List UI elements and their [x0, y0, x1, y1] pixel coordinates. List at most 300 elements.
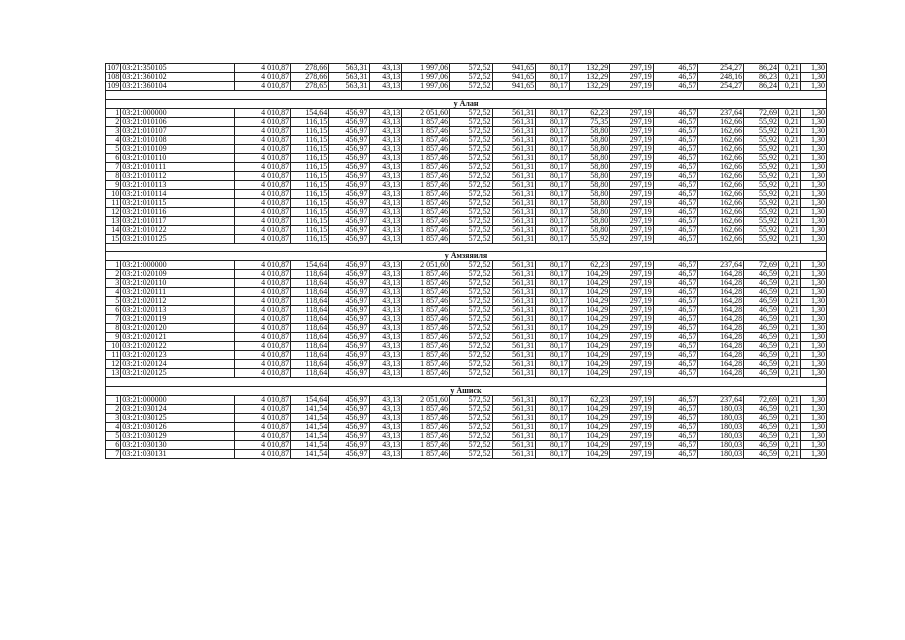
value-cell: 4 010,87	[234, 64, 291, 73]
value-cell: 46,57	[653, 180, 698, 189]
value-cell: 572,52	[450, 73, 492, 82]
value-cell: 561,31	[492, 189, 536, 198]
value-cell: 4 010,87	[234, 270, 291, 279]
value-cell: 46,59	[744, 431, 779, 440]
value-cell: 180,03	[698, 413, 744, 422]
value-cell: 55,92	[744, 198, 779, 207]
row-number: 1	[106, 395, 121, 404]
row-number: 2	[106, 270, 121, 279]
value-cell: 58,80	[569, 189, 609, 198]
value-cell: 4 010,87	[234, 207, 291, 216]
cadastral-code: 03:21:020125	[121, 369, 234, 378]
value-cell: 297,19	[610, 144, 654, 153]
value-cell: 1 857,46	[402, 333, 450, 342]
value-cell: 46,59	[744, 449, 779, 458]
cadastral-code: 03:21:000000	[121, 395, 234, 404]
value-cell: 104,29	[569, 413, 609, 422]
value-cell: 572,52	[450, 422, 492, 431]
value-cell: 561,31	[492, 261, 536, 270]
value-cell: 46,57	[653, 440, 698, 449]
value-cell: 80,17	[536, 108, 570, 117]
row-number: 4	[106, 288, 121, 297]
value-cell: 162,66	[698, 135, 744, 144]
value-cell: 4 010,87	[234, 431, 291, 440]
value-cell: 297,19	[610, 126, 654, 135]
value-cell: 0,21	[778, 73, 800, 82]
value-cell: 254,27	[698, 64, 744, 73]
value-cell: 456,97	[329, 207, 369, 216]
value-cell: 561,31	[492, 234, 536, 243]
value-cell: 1 857,46	[402, 404, 450, 413]
cadastral-code: 03:21:010116	[121, 207, 234, 216]
value-cell: 0,21	[778, 297, 800, 306]
value-cell: 297,19	[610, 207, 654, 216]
value-cell: 0,21	[778, 180, 800, 189]
value-cell: 46,57	[653, 369, 698, 378]
value-cell: 80,17	[536, 360, 570, 369]
value-cell: 278,66	[291, 73, 329, 82]
value-cell: 43,13	[369, 64, 402, 73]
value-cell: 0,21	[778, 342, 800, 351]
value-cell: 164,28	[698, 279, 744, 288]
value-cell: 297,19	[610, 449, 654, 458]
value-cell: 80,17	[536, 117, 570, 126]
value-cell: 4 010,87	[234, 234, 291, 243]
value-cell: 43,13	[369, 279, 402, 288]
value-cell: 55,92	[744, 189, 779, 198]
value-cell: 118,64	[291, 297, 329, 306]
value-cell: 456,97	[329, 413, 369, 422]
value-cell: 46,57	[653, 117, 698, 126]
value-cell: 1,30	[800, 162, 826, 171]
value-cell: 4 010,87	[234, 342, 291, 351]
value-cell: 104,29	[569, 315, 609, 324]
cadastral-code: 03:21:020120	[121, 324, 234, 333]
row-number: 6	[106, 306, 121, 315]
value-cell: 116,15	[291, 234, 329, 243]
value-cell: 1 857,46	[402, 198, 450, 207]
value-cell: 46,59	[744, 288, 779, 297]
table-row	[106, 306, 827, 315]
row-number: 4	[106, 422, 121, 431]
value-cell: 55,92	[744, 153, 779, 162]
cadastral-code: 03:21:010122	[121, 225, 234, 234]
value-cell: 561,31	[492, 180, 536, 189]
value-cell: 572,52	[450, 225, 492, 234]
value-cell: 1,30	[800, 82, 826, 91]
value-cell: 456,97	[329, 153, 369, 162]
value-cell: 46,57	[653, 324, 698, 333]
value-cell: 0,21	[778, 135, 800, 144]
value-cell: 80,17	[536, 153, 570, 162]
value-cell: 4 010,87	[234, 189, 291, 198]
value-cell: 0,21	[778, 198, 800, 207]
value-cell: 43,13	[369, 324, 402, 333]
row-number: 15	[106, 234, 121, 243]
value-cell: 55,92	[744, 135, 779, 144]
table-row	[106, 82, 827, 91]
value-cell: 0,21	[778, 153, 800, 162]
value-cell: 0,21	[778, 351, 800, 360]
value-cell: 46,57	[653, 315, 698, 324]
value-cell: 46,59	[744, 422, 779, 431]
value-cell: 297,19	[610, 351, 654, 360]
value-cell: 1,30	[800, 360, 826, 369]
value-cell: 4 010,87	[234, 306, 291, 315]
table-row	[106, 342, 827, 351]
value-cell: 104,29	[569, 404, 609, 413]
value-cell: 46,57	[653, 64, 698, 73]
value-cell: 1,30	[800, 144, 826, 153]
value-cell: 561,31	[492, 135, 536, 144]
value-cell: 46,57	[653, 431, 698, 440]
row-number: 9	[106, 333, 121, 342]
value-cell: 456,97	[329, 449, 369, 458]
table-row	[106, 108, 827, 117]
value-cell: 1 857,46	[402, 225, 450, 234]
row-number: 11	[106, 198, 121, 207]
value-cell: 0,21	[778, 404, 800, 413]
value-cell: 80,17	[536, 404, 570, 413]
value-cell: 456,97	[329, 117, 369, 126]
value-cell: 572,52	[450, 180, 492, 189]
value-cell: 297,19	[610, 369, 654, 378]
value-cell: 4 010,87	[234, 162, 291, 171]
cadastral-code: 03:21:010106	[121, 117, 234, 126]
value-cell: 80,17	[536, 306, 570, 315]
value-cell: 1 857,46	[402, 431, 450, 440]
cadastral-code: 03:21:010107	[121, 126, 234, 135]
value-cell: 43,13	[369, 404, 402, 413]
cadastral-code: 03:21:030126	[121, 422, 234, 431]
value-cell: 104,29	[569, 422, 609, 431]
value-cell: 297,19	[610, 422, 654, 431]
table-row	[106, 64, 827, 73]
value-cell: 132,29	[569, 82, 609, 91]
value-cell: 43,13	[369, 73, 402, 82]
value-cell: 162,66	[698, 198, 744, 207]
value-cell: 572,52	[450, 369, 492, 378]
value-cell: 297,19	[610, 360, 654, 369]
value-cell: 46,57	[653, 162, 698, 171]
value-cell: 1,30	[800, 234, 826, 243]
cadastral-code: 03:21:020124	[121, 360, 234, 369]
value-cell: 132,29	[569, 73, 609, 82]
value-cell: 561,31	[492, 162, 536, 171]
value-cell: 43,13	[369, 422, 402, 431]
row-number: 13	[106, 369, 121, 378]
value-cell: 104,29	[569, 288, 609, 297]
value-cell: 1,30	[800, 270, 826, 279]
value-cell: 58,80	[569, 144, 609, 153]
value-cell: 297,19	[610, 153, 654, 162]
cadastral-code: 03:21:010111	[121, 162, 234, 171]
value-cell: 4 010,87	[234, 422, 291, 431]
value-cell: 1 857,46	[402, 153, 450, 162]
value-cell: 563,31	[329, 82, 369, 91]
value-cell: 141,54	[291, 404, 329, 413]
value-cell: 141,54	[291, 413, 329, 422]
value-cell: 116,15	[291, 135, 329, 144]
value-cell: 43,13	[369, 369, 402, 378]
value-cell: 1,30	[800, 351, 826, 360]
value-cell: 561,31	[492, 288, 536, 297]
value-cell: 297,19	[610, 261, 654, 270]
table-row	[106, 270, 827, 279]
value-cell: 572,52	[450, 297, 492, 306]
cadastral-code: 03:21:020109	[121, 270, 234, 279]
value-cell: 46,57	[653, 171, 698, 180]
value-cell: 561,31	[492, 449, 536, 458]
row-number: 7	[106, 315, 121, 324]
value-cell: 4 010,87	[234, 144, 291, 153]
value-cell: 46,57	[653, 395, 698, 404]
value-cell: 4 010,87	[234, 404, 291, 413]
value-cell: 1,30	[800, 413, 826, 422]
value-cell: 43,13	[369, 342, 402, 351]
value-cell: 43,13	[369, 333, 402, 342]
value-cell: 561,31	[492, 440, 536, 449]
value-cell: 572,52	[450, 234, 492, 243]
value-cell: 456,97	[329, 162, 369, 171]
value-cell: 118,64	[291, 279, 329, 288]
value-cell: 456,97	[329, 351, 369, 360]
value-cell: 46,57	[653, 360, 698, 369]
value-cell: 297,19	[610, 297, 654, 306]
value-cell: 1,30	[800, 117, 826, 126]
value-cell: 43,13	[369, 171, 402, 180]
value-cell: 46,59	[744, 342, 779, 351]
value-cell: 164,28	[698, 369, 744, 378]
value-cell: 104,29	[569, 342, 609, 351]
value-cell: 0,21	[778, 117, 800, 126]
value-cell: 4 010,87	[234, 180, 291, 189]
value-cell: 55,92	[744, 216, 779, 225]
value-cell: 46,57	[653, 288, 698, 297]
value-cell: 297,19	[610, 279, 654, 288]
value-cell: 237,64	[698, 261, 744, 270]
cadastral-code: 03:21:360102	[121, 73, 234, 82]
value-cell: 46,57	[653, 135, 698, 144]
value-cell: 43,13	[369, 108, 402, 117]
value-cell: 43,13	[369, 82, 402, 91]
value-cell: 58,80	[569, 162, 609, 171]
value-cell: 46,57	[653, 189, 698, 198]
value-cell: 1,30	[800, 180, 826, 189]
cadastral-code: 03:21:020113	[121, 306, 234, 315]
value-cell: 456,97	[329, 315, 369, 324]
value-cell: 80,17	[536, 73, 570, 82]
value-cell: 116,15	[291, 171, 329, 180]
value-cell: 572,52	[450, 333, 492, 342]
value-cell: 1,30	[800, 440, 826, 449]
row-number: 13	[106, 216, 121, 225]
value-cell: 0,21	[778, 162, 800, 171]
value-cell: 80,17	[536, 449, 570, 458]
table-row	[106, 198, 827, 207]
row-number: 8	[106, 171, 121, 180]
cadastral-code: 03:21:010117	[121, 216, 234, 225]
value-cell: 572,52	[450, 144, 492, 153]
value-cell: 43,13	[369, 288, 402, 297]
value-cell: 141,54	[291, 440, 329, 449]
value-cell: 116,15	[291, 117, 329, 126]
value-cell: 0,21	[778, 369, 800, 378]
value-cell: 1 857,46	[402, 279, 450, 288]
value-cell: 297,19	[610, 333, 654, 342]
value-cell: 80,17	[536, 216, 570, 225]
value-cell: 4 010,87	[234, 117, 291, 126]
value-cell: 572,52	[450, 449, 492, 458]
value-cell: 0,21	[778, 234, 800, 243]
value-cell: 572,52	[450, 270, 492, 279]
value-cell: 4 010,87	[234, 261, 291, 270]
cadastral-code: 03:21:030124	[121, 404, 234, 413]
value-cell: 572,52	[450, 360, 492, 369]
value-cell: 80,17	[536, 261, 570, 270]
value-cell: 80,17	[536, 180, 570, 189]
row-number: 5	[106, 431, 121, 440]
value-cell: 4 010,87	[234, 288, 291, 297]
value-cell: 164,28	[698, 333, 744, 342]
value-cell: 116,15	[291, 162, 329, 171]
value-cell: 0,21	[778, 315, 800, 324]
value-cell: 58,80	[569, 135, 609, 144]
value-cell: 46,59	[744, 315, 779, 324]
value-cell: 1,30	[800, 207, 826, 216]
value-cell: 4 010,87	[234, 369, 291, 378]
value-cell: 141,54	[291, 422, 329, 431]
value-cell: 1,30	[800, 216, 826, 225]
value-cell: 0,21	[778, 279, 800, 288]
value-cell: 55,92	[744, 180, 779, 189]
value-cell: 72,69	[744, 261, 779, 270]
value-cell: 4 010,87	[234, 315, 291, 324]
value-cell: 561,31	[492, 144, 536, 153]
section-title: у Амзяяиля	[106, 252, 827, 261]
row-number: 4	[106, 135, 121, 144]
table-row	[106, 73, 827, 82]
value-cell: 162,66	[698, 216, 744, 225]
value-cell: 563,31	[329, 73, 369, 82]
value-cell: 572,52	[450, 126, 492, 135]
value-cell: 237,64	[698, 108, 744, 117]
spacer-row	[106, 243, 827, 252]
value-cell: 572,52	[450, 189, 492, 198]
value-cell: 0,21	[778, 431, 800, 440]
value-cell: 80,17	[536, 297, 570, 306]
value-cell: 456,97	[329, 126, 369, 135]
value-cell: 1,30	[800, 449, 826, 458]
value-cell: 43,13	[369, 153, 402, 162]
value-cell: 1 857,46	[402, 342, 450, 351]
cadastral-code: 03:21:020119	[121, 315, 234, 324]
value-cell: 1 857,46	[402, 369, 450, 378]
cadastral-code: 03:21:000000	[121, 261, 234, 270]
value-cell: 0,21	[778, 82, 800, 91]
value-cell: 43,13	[369, 135, 402, 144]
value-cell: 1 997,06	[402, 64, 450, 73]
value-cell: 1 857,46	[402, 440, 450, 449]
value-cell: 43,13	[369, 225, 402, 234]
value-cell: 0,21	[778, 126, 800, 135]
value-cell: 297,19	[610, 431, 654, 440]
value-cell: 1 857,46	[402, 297, 450, 306]
value-cell: 572,52	[450, 342, 492, 351]
value-cell: 572,52	[450, 351, 492, 360]
value-cell: 55,92	[744, 162, 779, 171]
value-cell: 0,21	[778, 64, 800, 73]
value-cell: 572,52	[450, 431, 492, 440]
value-cell: 297,19	[610, 440, 654, 449]
value-cell: 1 997,06	[402, 82, 450, 91]
row-number: 2	[106, 117, 121, 126]
value-cell: 1,30	[800, 225, 826, 234]
value-cell: 1 997,06	[402, 73, 450, 82]
table-row	[106, 351, 827, 360]
value-cell: 104,29	[569, 306, 609, 315]
value-cell: 456,97	[329, 342, 369, 351]
value-cell: 572,52	[450, 306, 492, 315]
table-row	[106, 360, 827, 369]
value-cell: 456,97	[329, 135, 369, 144]
value-cell: 1,30	[800, 198, 826, 207]
value-cell: 297,19	[610, 404, 654, 413]
value-cell: 80,17	[536, 162, 570, 171]
value-cell: 572,52	[450, 288, 492, 297]
value-cell: 4 010,87	[234, 153, 291, 162]
value-cell: 154,64	[291, 108, 329, 117]
value-cell: 46,57	[653, 216, 698, 225]
value-cell: 1 857,46	[402, 270, 450, 279]
value-cell: 456,97	[329, 422, 369, 431]
value-cell: 164,28	[698, 360, 744, 369]
value-cell: 1 857,46	[402, 135, 450, 144]
value-cell: 46,57	[653, 351, 698, 360]
value-cell: 118,64	[291, 369, 329, 378]
value-cell: 456,97	[329, 180, 369, 189]
value-cell: 46,57	[653, 261, 698, 270]
value-cell: 164,28	[698, 306, 744, 315]
value-cell: 164,28	[698, 315, 744, 324]
value-cell: 118,64	[291, 306, 329, 315]
value-cell: 86,24	[744, 82, 779, 91]
value-cell: 297,19	[610, 189, 654, 198]
value-cell: 4 010,87	[234, 171, 291, 180]
value-cell: 572,52	[450, 64, 492, 73]
table-row	[106, 117, 827, 126]
table-row	[106, 135, 827, 144]
value-cell: 80,17	[536, 351, 570, 360]
value-cell: 46,59	[744, 440, 779, 449]
value-cell: 46,57	[653, 333, 698, 342]
cadastral-code: 03:21:010125	[121, 234, 234, 243]
value-cell: 456,97	[329, 306, 369, 315]
row-number: 7	[106, 449, 121, 458]
value-cell: 0,21	[778, 440, 800, 449]
value-cell: 58,80	[569, 180, 609, 189]
value-cell: 456,97	[329, 360, 369, 369]
value-cell: 46,57	[653, 279, 698, 288]
value-cell: 561,31	[492, 216, 536, 225]
value-cell: 118,64	[291, 333, 329, 342]
value-cell: 1,30	[800, 306, 826, 315]
value-cell: 572,52	[450, 135, 492, 144]
value-cell: 456,97	[329, 216, 369, 225]
value-cell: 46,59	[744, 360, 779, 369]
value-cell: 456,97	[329, 234, 369, 243]
value-cell: 1 857,46	[402, 413, 450, 422]
